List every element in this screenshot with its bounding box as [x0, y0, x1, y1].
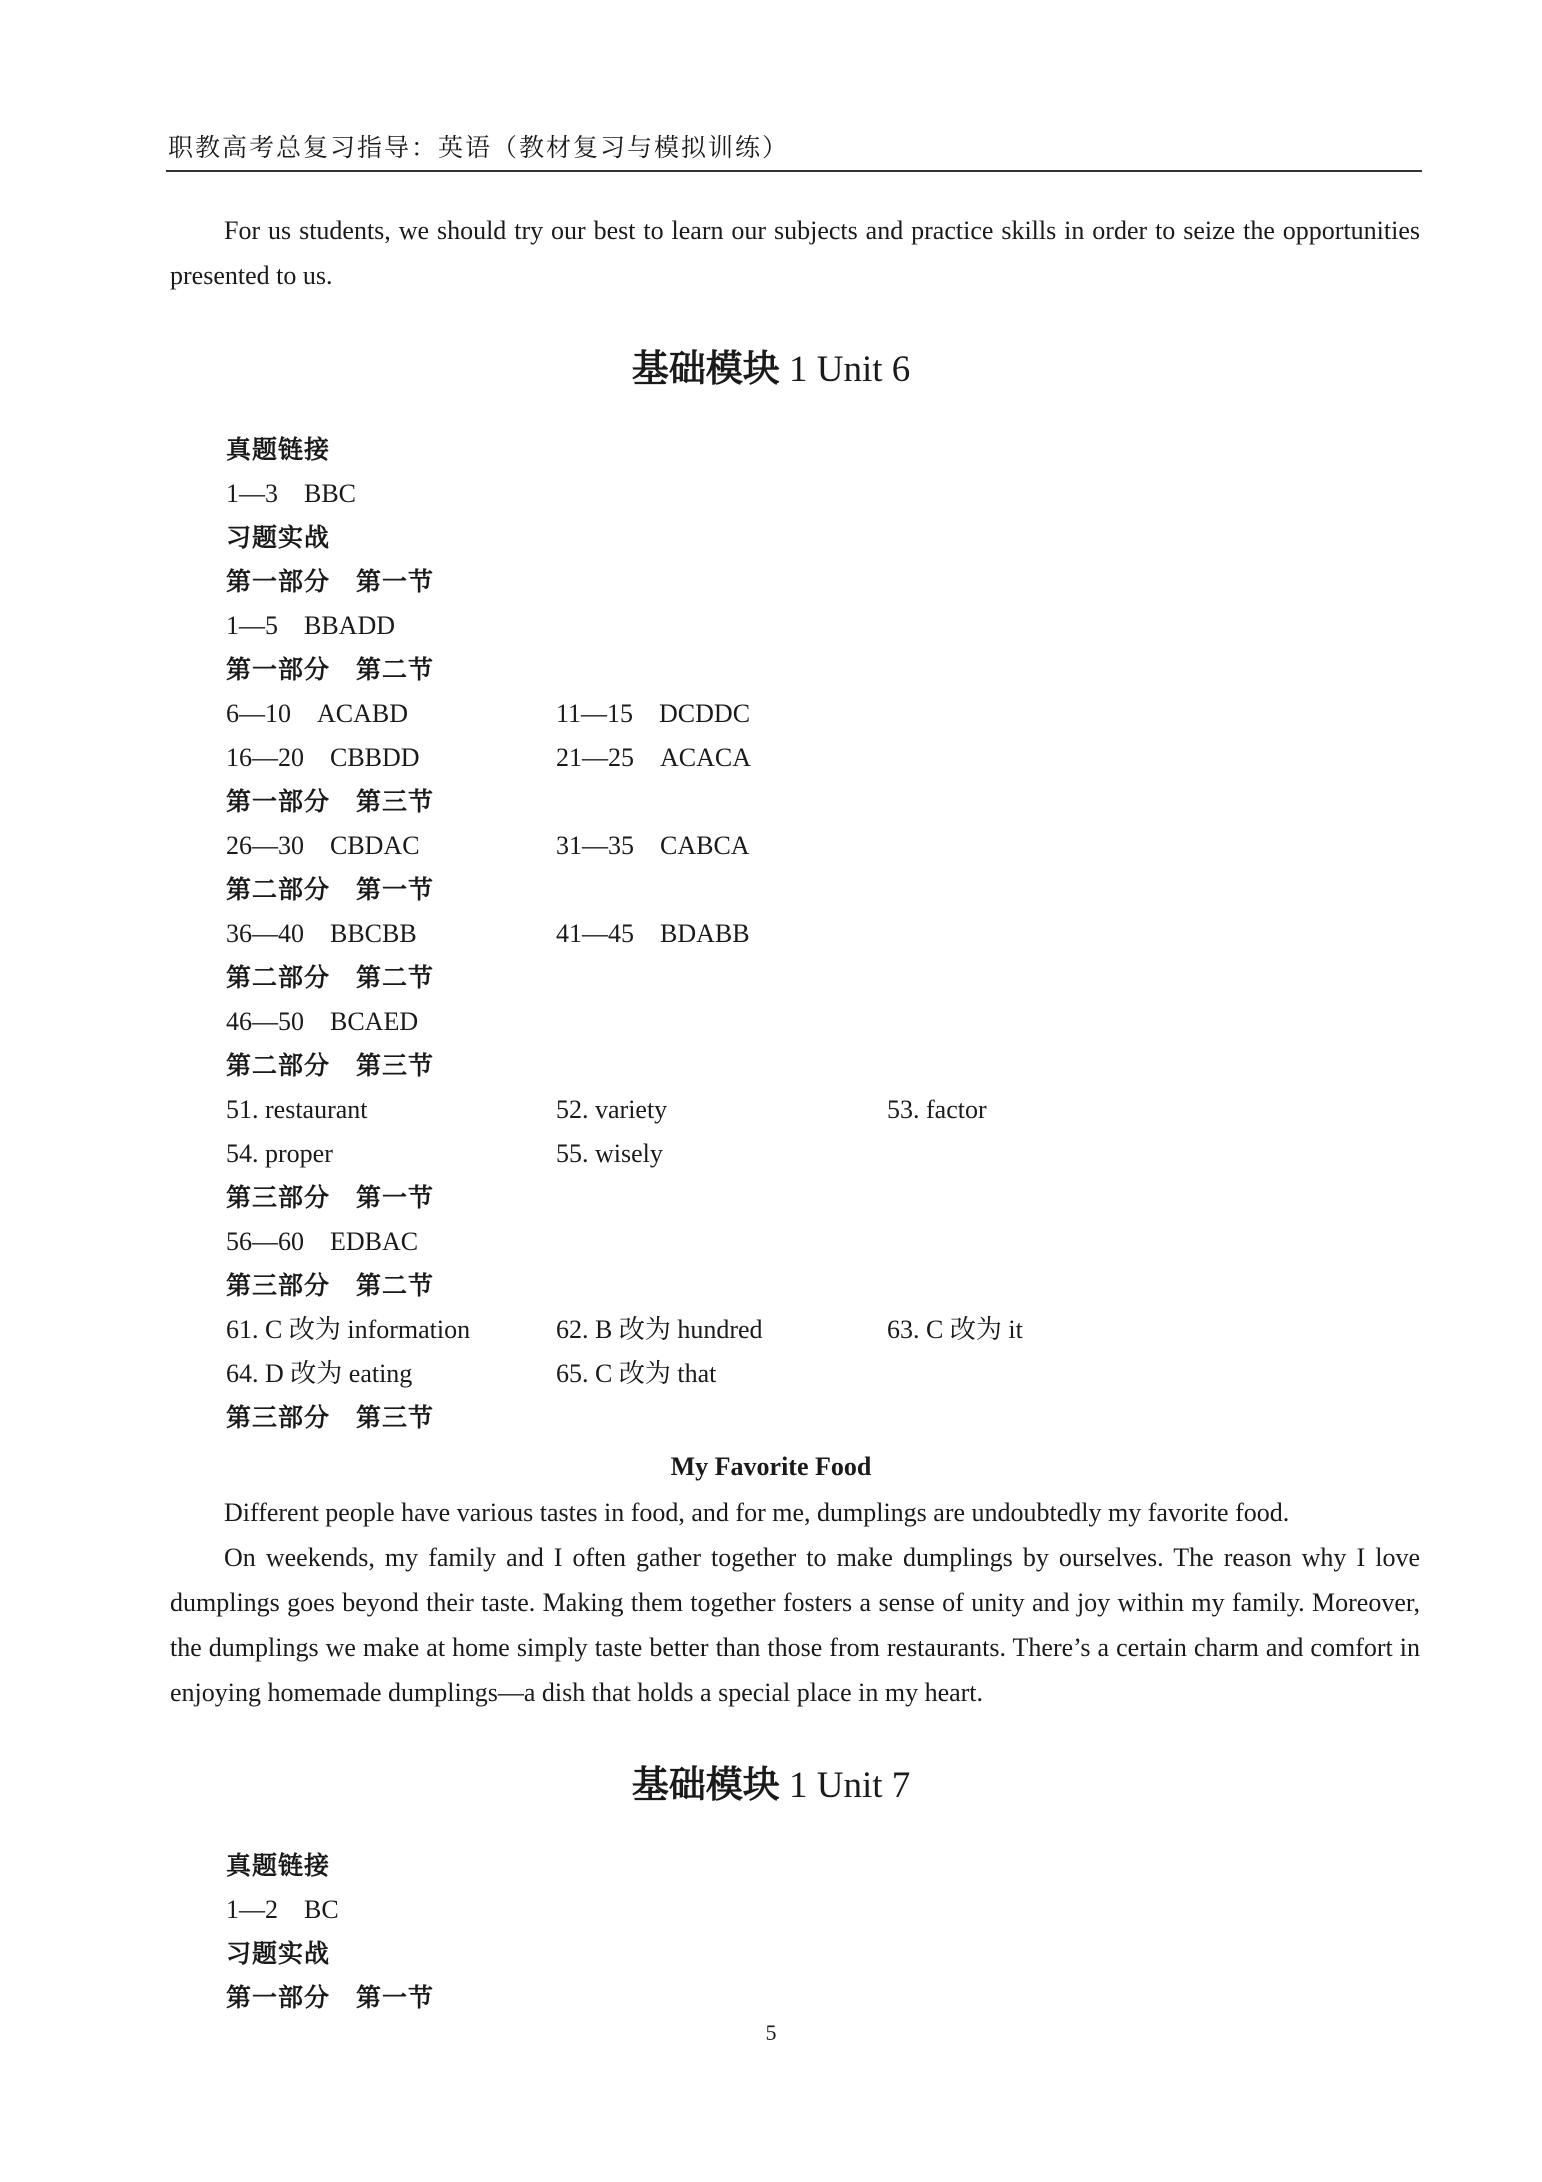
unit6-p1s1-answers: 1—5 BBADD — [226, 611, 396, 640]
essay-paragraph-1: Different people have various tastes in food, and for me, dumplings are undoubtedly my favorite food. — [224, 1498, 1290, 1527]
unit7-real-exam-label: 真题链接 — [226, 1851, 331, 1880]
answer-cell: 21—25 ACACA — [556, 743, 752, 772]
unit6-p3s1-answers: 56—60 EDBAC — [226, 1227, 419, 1256]
answer-cell: 11—15 DCDDC — [556, 699, 751, 728]
unit7-real-exam-answers: 1—2 BC — [226, 1895, 339, 1924]
answer-cell: 16—20 CBBDD — [226, 743, 420, 772]
unit6-p1s2-label: 第一部分 第二节 — [226, 655, 435, 684]
unit6-title — [0, 338, 1542, 392]
header-rule — [166, 170, 1422, 172]
answer-cell: 52. variety — [556, 1095, 668, 1124]
answer-cell: 63. C 改为 it — [887, 1315, 1023, 1344]
unit7-p1s1-label: 第一部分 第一节 — [226, 1983, 435, 2012]
essay-paragraph-2: On weekends, my family and I often gather together to make dumplings by ourselves. The reason why I love dumplings goes beyond their taste. Making them together fosters a sense of unity and joy within my family. Moreover, the dumplings we make at home simply taste better than those from restaurants. There’s a certain charm and comfort in enjoying homemade dumplings—a dish that holds a special place in my heart. — [170, 1543, 1420, 1707]
answer-cell: 62. B 改为 hundred — [556, 1315, 763, 1344]
unit6-p1s1-label: 第一部分 第一节 — [226, 567, 435, 596]
answer-cell: 54. proper — [226, 1139, 333, 1168]
unit6-p2s3-label: 第二部分 第三节 — [226, 1051, 435, 1080]
unit6-p2s2-label: 第二部分 第二节 — [226, 963, 435, 992]
answer-cell: 53. factor — [887, 1095, 987, 1124]
answer-cell: 61. C 改为 information — [226, 1315, 471, 1344]
answer-cell: 6—10 ACABD — [226, 699, 409, 728]
answer-cell: 26—30 CBDAC — [226, 831, 420, 860]
unit6-p3s1-label: 第三部分 第一节 — [226, 1183, 435, 1212]
page-number: 5 — [765, 2020, 777, 2045]
answer-cell: 55. wisely — [556, 1139, 663, 1168]
answer-cell: 65. C 改为 that — [556, 1359, 717, 1388]
intro-paragraph: For us students, we should try our best to learn our subjects and practice skills in order to seize the opportunities presented to us. — [170, 216, 1420, 290]
unit6-title-cn: 基础模块 — [631, 346, 780, 390]
answer-cell: 31—35 CABCA — [556, 831, 750, 860]
answer-cell: 64. D 改为 eating — [226, 1359, 413, 1388]
unit7-practice-label: 习题实战 — [226, 1939, 331, 1968]
unit6-title-en: 1 Unit 6 — [779, 349, 911, 390]
answer-cell: 41—45 BDABB — [556, 919, 750, 948]
unit6-p2s1-label: 第二部分 第一节 — [226, 875, 435, 904]
running-header: 职教高考总复习指导：英语（教材复习与模拟训练） — [168, 133, 790, 162]
unit6-p1s3-label: 第一部分 第三节 — [226, 787, 435, 816]
unit6-p3s3-label: 第三部分 第三节 — [226, 1403, 435, 1432]
unit7-title-en: 1 Unit 7 — [779, 1765, 911, 1806]
unit6-real-exam-answers: 1—3 BBC — [226, 479, 357, 508]
unit7-title-cn: 基础模块 — [631, 1762, 780, 1806]
answer-cell: 36—40 BBCBB — [226, 919, 417, 948]
unit6-p2s2-answers: 46—50 BCAED — [226, 1007, 419, 1036]
essay-title: My Favorite Food — [670, 1452, 872, 1481]
unit6-real-exam-label: 真题链接 — [226, 435, 331, 464]
answer-cell: 51. restaurant — [226, 1095, 368, 1124]
unit6-p3s2-label: 第三部分 第二节 — [226, 1271, 435, 1300]
unit7-title — [0, 1754, 1542, 1808]
unit6-practice-label: 习题实战 — [226, 523, 331, 552]
